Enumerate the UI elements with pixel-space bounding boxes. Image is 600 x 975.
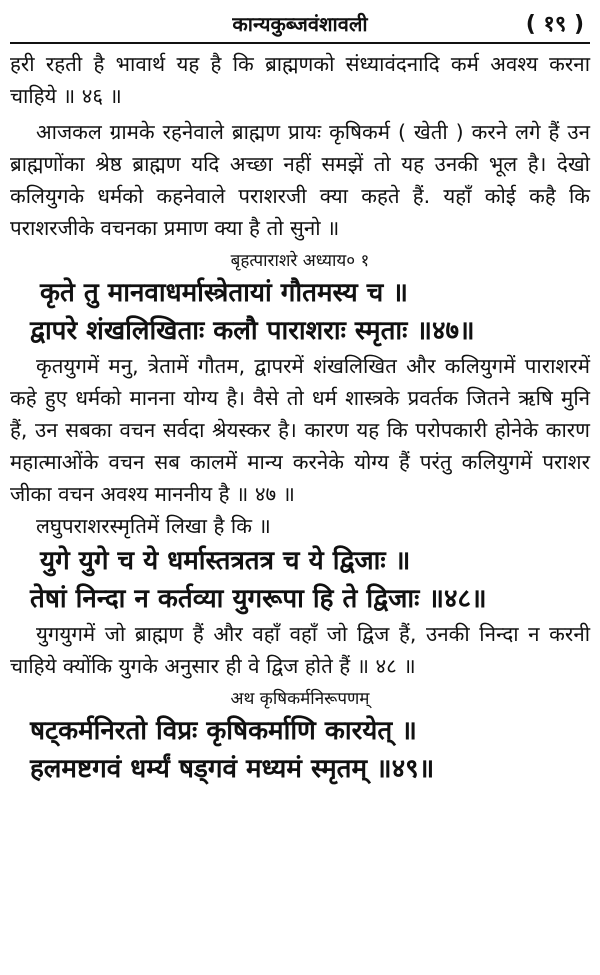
- paragraph-3: कृतयुगमें मनु, त्रेतामें गौतम, द्वापरमें शंखलिखित और कलियुगमें पाराशरमें कहे हुए धर्मको मानना योग्य है। वैसे तो धर्म शास्त्रके प्रवर्तक जितने ऋषि मुनि हैं, उन सबका वचन सर्वदा श्रेयस्कर है। कारण यह कि परोपकारी होनेके कारण महात्माओंके वचन सब कालमें मान्य करनेके योग्य हैं परंतु कलियुगमें पराशर जीका वचन अवश्य माननीय है ॥ ४७ ॥: [10, 354, 590, 506]
- shloka-47-line-2: द्वापरे शंखलिखिताः कलौ पाराशराः स्मृताः ॥४७॥: [30, 316, 475, 346]
- page-number: ( १९ ): [525, 12, 584, 37]
- paragraph-1: हरी रहती है भावार्थ यह है कि ब्राह्मणको संध्यावंदनादि कर्म अवश्य करना चाहिये ॥ ४६ ॥: [10, 52, 590, 108]
- page-header: [10, 4, 590, 44]
- shloka-49-line-2: हलमष्टगवं धर्म्यं षड्गवं मध्यमं स्मृतम् ॥४९॥: [30, 754, 435, 784]
- paragraph-5: युगयुगमें जो ब्राह्मण हैं और वहाँ वहाँ जो द्विज हैं, उनकी निन्दा न करनी चाहिये क्योंकि युगके अनुसार ही वे द्विज होते हैं ॥ ४८ ॥: [10, 622, 590, 678]
- shloka-48-line-2: तेषां निन्दा न कर्तव्या युगरूपा हि ते द्विजाः ॥४८॥: [30, 584, 487, 614]
- shloka-49-line-1: षट्कर्मनिरतो विप्रः कृषिकर्माणि कारयेत् ॥: [30, 716, 417, 746]
- shloka-47-line-1: कृते तु मानवाधर्मास्त्रेतायां गौतमस्य च ॥: [40, 278, 408, 308]
- paragraph-2: आजकल ग्रामके रहनेवाले ब्राह्मण प्रायः कृषिकर्म ( खेती ) करने लगे हैं उन ब्राह्मणोंका श्रेष्ठ ब्राह्मण यदि अच्छा नहीं समझें तो यह उनकी भूल है। देखो कलियुगके धर्मको कहनेवाले पराशरजी क्या कहते हैं. यहाँ कोई कहै कि पराशरजीके वचनका प्रमाण क्या है तो सुनो ॥: [10, 120, 590, 240]
- shloka-48-line-1: युगे युगे च ये धर्मास्तत्रतत्र च ये द्विजाः ॥: [40, 546, 411, 576]
- source-heading-1: बृहत्पाराशरे अध्याय० १: [230, 251, 370, 271]
- paragraph-4: लघुपराशरस्मृतिमें लिखा है कि ॥: [36, 514, 271, 538]
- running-title: कान्यकुब्जवंशावली: [232, 12, 368, 36]
- section-heading-krishi: अथ कृषिकर्मनिरूपणम्: [230, 689, 370, 709]
